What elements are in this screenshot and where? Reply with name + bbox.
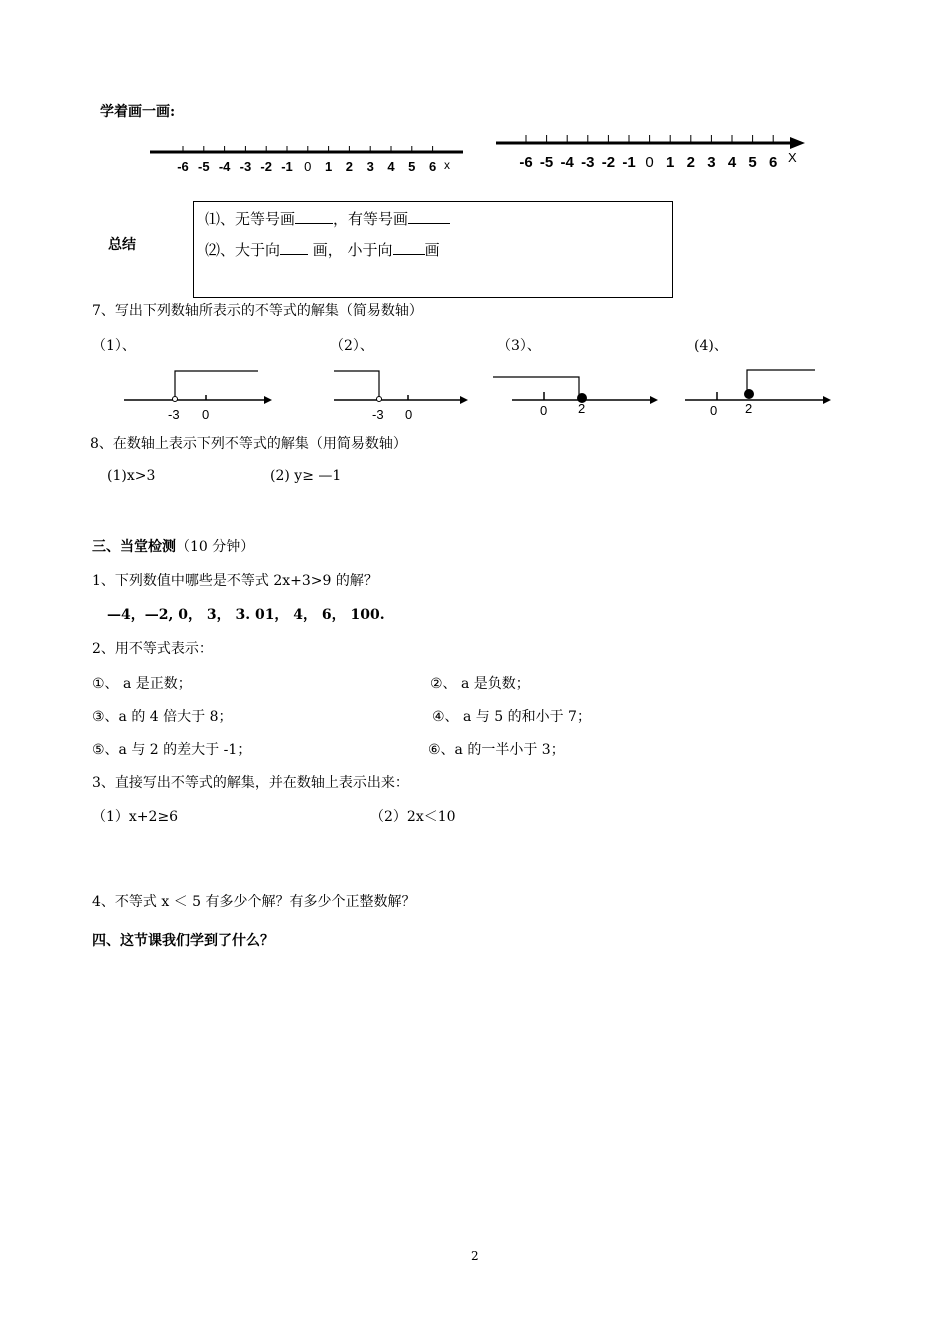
page-number: 2	[471, 1249, 479, 1263]
q7-d4-arrow	[823, 396, 831, 404]
nl1-ticks-tick-label: 4	[387, 159, 395, 174]
q7-d4-tick-label-right: 2	[745, 401, 753, 416]
nl2-ticks-tick-label: 6	[769, 154, 778, 171]
nl1-ticks-tick-label: -4	[218, 159, 231, 174]
summary-line-1: ⑴、无等号画 ，有等号画	[205, 208, 450, 229]
section-3-duration: （10 分钟）	[176, 539, 255, 555]
s3-q2-item-5: ⑤、a 与 2 的差大于 -1；	[92, 742, 252, 758]
nl1-ticks-tick-label: 5	[408, 159, 416, 174]
number-line-2-axis-label: X	[788, 150, 797, 165]
q7-diagram-1	[120, 362, 276, 424]
q7-d1-bracket	[175, 371, 258, 398]
s3-q4: 4、不等式 x ＜ 5 有多少个解？有多少个正整数解？	[92, 894, 416, 910]
summary-label: 总结	[108, 237, 136, 253]
q7-d4-tick-label-left: 0	[710, 403, 718, 418]
q7-item-2-label: （2）、	[330, 338, 374, 354]
draw-label: 学着画一画:	[100, 104, 176, 120]
section-3-title: 三、当堂检测	[92, 539, 176, 555]
q7-d1-tick-label-right: 0	[202, 407, 210, 422]
s3-q2-item-6: ⑥、a 的一半小于 3；	[428, 742, 565, 758]
q7-item-1-label: （1）、	[92, 338, 136, 354]
nl2-ticks-tick-label: -5	[539, 154, 554, 171]
nl1-ticks-tick-label: 1	[324, 159, 333, 174]
summary-line-2: ⑵、大于向 画， 小于向 画	[205, 241, 440, 259]
nl1-ticks-tick-label: -2	[260, 159, 272, 174]
nl2-ticks-tick-label: 0	[645, 154, 654, 171]
s3-q2-item-4: ④、 a 与 5 的和小于 7；	[432, 709, 591, 725]
s3-q1-values: —4，—2, 0， 3， 3. 01， 4， 6， 100.	[107, 607, 385, 623]
nl1-ticks-tick-label: -6	[177, 159, 189, 174]
q7-d2-arrow	[460, 396, 468, 404]
q7-d2-tick-label-right: 0	[405, 407, 413, 422]
nl1-ticks-tick-label: -1	[281, 159, 293, 174]
nl2-ticks-tick-label: 5	[748, 154, 757, 171]
number-line-1-axis-label: x	[444, 158, 450, 172]
q7-d2-bracket	[334, 371, 379, 398]
s3-q3-item-2: （2）2x＜10	[370, 809, 456, 825]
nl2-ticks-tick-label: 3	[707, 154, 716, 171]
q7-d4-filled-point	[744, 389, 754, 399]
number-line-2	[494, 128, 814, 182]
q7-d1-open-point	[173, 397, 178, 402]
q7-diagram-4	[683, 362, 835, 424]
q7-d3-tick-label-right: 2	[578, 401, 586, 416]
q7-d4-bracket	[747, 370, 815, 392]
nl2-ticks-tick-label: 2	[686, 154, 695, 171]
q7-item-4-label: (4)、	[694, 338, 728, 354]
q8-item-2: (2) y≥ —1	[270, 468, 342, 484]
s3-q3-item-1: （1）x+2≥6	[92, 809, 179, 825]
summary-box	[193, 201, 673, 298]
nl2-ticks-tick-label: -1	[622, 154, 636, 171]
q7-d3-bracket	[493, 377, 579, 395]
s3-q2: 2、用不等式表示：	[92, 641, 213, 657]
nl1-ticks-tick-label: -3	[239, 159, 252, 174]
nl1-ticks-tick-label: 3	[366, 159, 374, 174]
s3-q1: 1、下列数值中哪些是不等式 2x+3>9 的解？	[92, 573, 378, 589]
number-line-2-arrow	[790, 137, 805, 149]
q7-d2-tick-label-left: -3	[372, 407, 384, 422]
q8-item-1: (1)x>3	[107, 468, 156, 484]
q7-d3-tick-label-left: 0	[540, 403, 548, 418]
nl1-ticks-tick-label: 2	[345, 159, 354, 174]
nl2-ticks-tick-label: -2	[601, 154, 616, 171]
nl2-ticks-tick-label: 1	[666, 154, 675, 171]
q7-d1-tick-label-left: -3	[168, 407, 180, 422]
number-line-1	[148, 140, 468, 184]
section-4-title: 四、这节课我们学到了什么？	[92, 933, 274, 949]
section-3-heading	[92, 536, 254, 556]
q7-diagram-2	[330, 362, 472, 424]
q7-d3-arrow	[650, 396, 658, 404]
s3-q2-item-3: ③、a 的 4 倍大于 8；	[92, 709, 233, 725]
nl2-ticks-tick-label: -6	[519, 154, 533, 171]
nl2-ticks-tick-label: -4	[560, 154, 574, 171]
s3-q2-item-2: ②、 a 是负数；	[430, 676, 530, 692]
q7-diagram-3	[490, 362, 664, 424]
s3-q2-item-1: ①、 a 是正数；	[92, 676, 192, 692]
q7-title: 7、写出下列数轴所表示的不等式的解集（简易数轴）	[92, 303, 423, 319]
q7-item-3-label: （3）、	[497, 338, 541, 354]
nl1-ticks-tick-label: 6	[428, 159, 437, 174]
q8-title: 8、在数轴上表示下列不等式的解集（用简易数轴）	[90, 436, 407, 452]
q7-d1-arrow	[264, 396, 272, 404]
q7-d2-open-point	[377, 397, 382, 402]
nl1-ticks-tick-label: -5	[198, 159, 210, 174]
nl2-ticks-tick-label: -3	[581, 154, 595, 171]
nl2-ticks-tick-label: 4	[727, 154, 737, 171]
s3-q3: 3、直接写出不等式的解集，并在数轴上表示出来：	[92, 775, 409, 791]
nl1-ticks-tick-label: 0	[304, 159, 312, 174]
